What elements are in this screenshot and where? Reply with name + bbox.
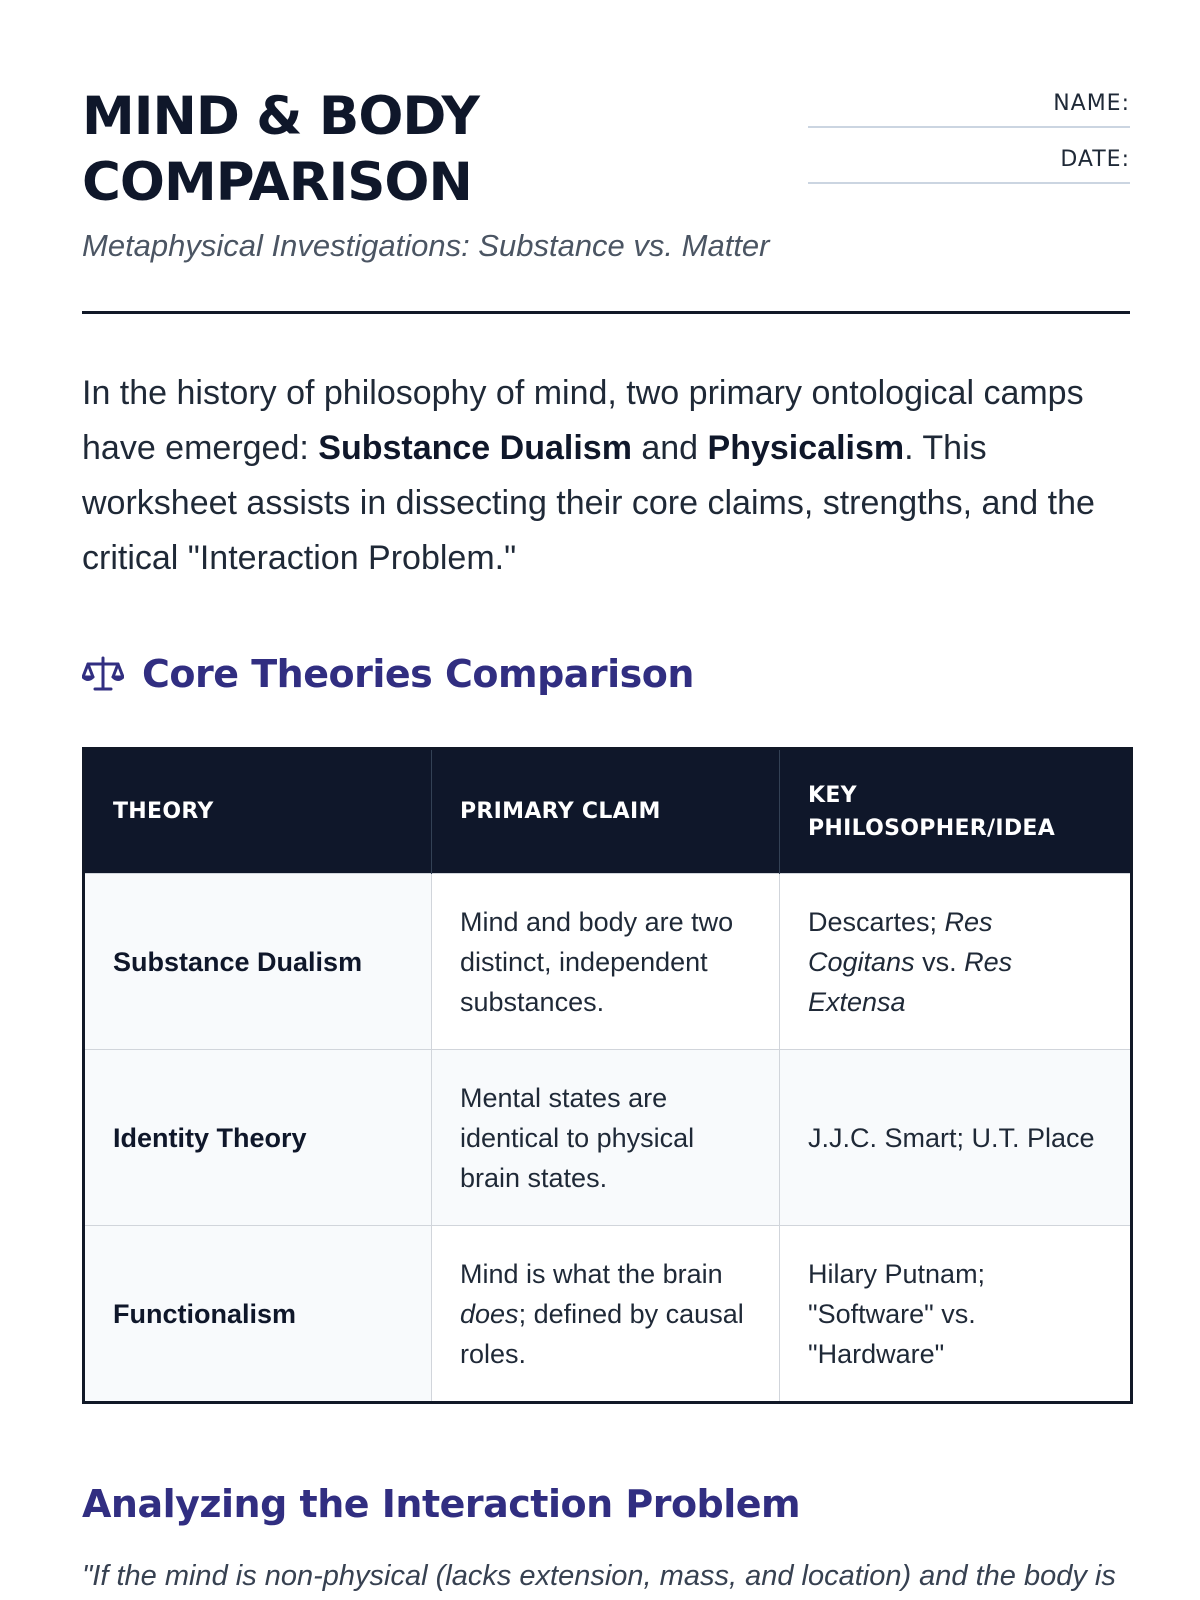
title-line-2: COMPARISON — [82, 152, 472, 213]
key-cell: Hilary Putnam; "Software" vs. "Hardware" — [780, 1226, 1132, 1403]
page-subtitle: Metaphysical Investigations: Substance vs. Matter — [82, 228, 770, 263]
scale-icon — [82, 654, 124, 694]
theory-cell: Substance Dualism — [84, 874, 432, 1050]
header-theory: THEORY — [84, 749, 432, 874]
theories-table — [82, 747, 1133, 1404]
worksheet-page — [82, 0, 1130, 1592]
intro-text-3: . This worksheet assists in dissecting their core claims, strengths, and the critical "Interaction Problem." — [82, 429, 1095, 577]
table-row — [84, 1050, 1132, 1226]
intro-text-2: and — [631, 429, 708, 467]
key-cell: Descartes; Res Cogitans vs. Res Extensa — [780, 874, 1132, 1050]
interaction-quote: "If the mind is non-physical (lacks extension, mass, and location) and the body is — [82, 1560, 1116, 1592]
header-primary-claim: PRIMARY CLAIM — [432, 749, 780, 874]
claim-cell: Mind and body are two distinct, independent substances. — [432, 874, 780, 1050]
table-header-row — [84, 749, 1132, 874]
theory-cell: Functionalism — [84, 1226, 432, 1403]
date-field[interactable]: DATE: — [808, 142, 1130, 184]
header-key-philosopher: KEY PHILOSOPHER/IDEA — [780, 749, 1132, 874]
claim-cell: Mind is what the brain does; defined by causal roles. — [432, 1226, 780, 1403]
theory-cell: Identity Theory — [84, 1050, 432, 1226]
student-fields — [808, 86, 1130, 198]
table-row — [84, 874, 1132, 1050]
intro-paragraph — [82, 366, 1130, 586]
section-title-text: Core Theories Comparison — [142, 652, 694, 696]
header — [82, 0, 1130, 314]
intro-bold-physicalism: Physicalism — [707, 429, 905, 467]
page-title — [82, 84, 479, 216]
table-row — [84, 1226, 1132, 1403]
title-line-1: MIND & BODY — [82, 86, 479, 147]
section-heading-interaction-problem: Analyzing the Interaction Problem — [82, 1482, 801, 1526]
name-field[interactable]: NAME: — [808, 86, 1130, 128]
claim-cell: Mental states are identical to physical brain states. — [432, 1050, 780, 1226]
intro-bold-dualism: Substance Dualism — [318, 429, 632, 467]
section-heading-core-theories — [82, 652, 694, 696]
intro-text-1: In the history of philosophy of mind, two primary ontological camps have emerged: — [82, 374, 1084, 467]
key-cell: J.J.C. Smart; U.T. Place — [780, 1050, 1132, 1226]
